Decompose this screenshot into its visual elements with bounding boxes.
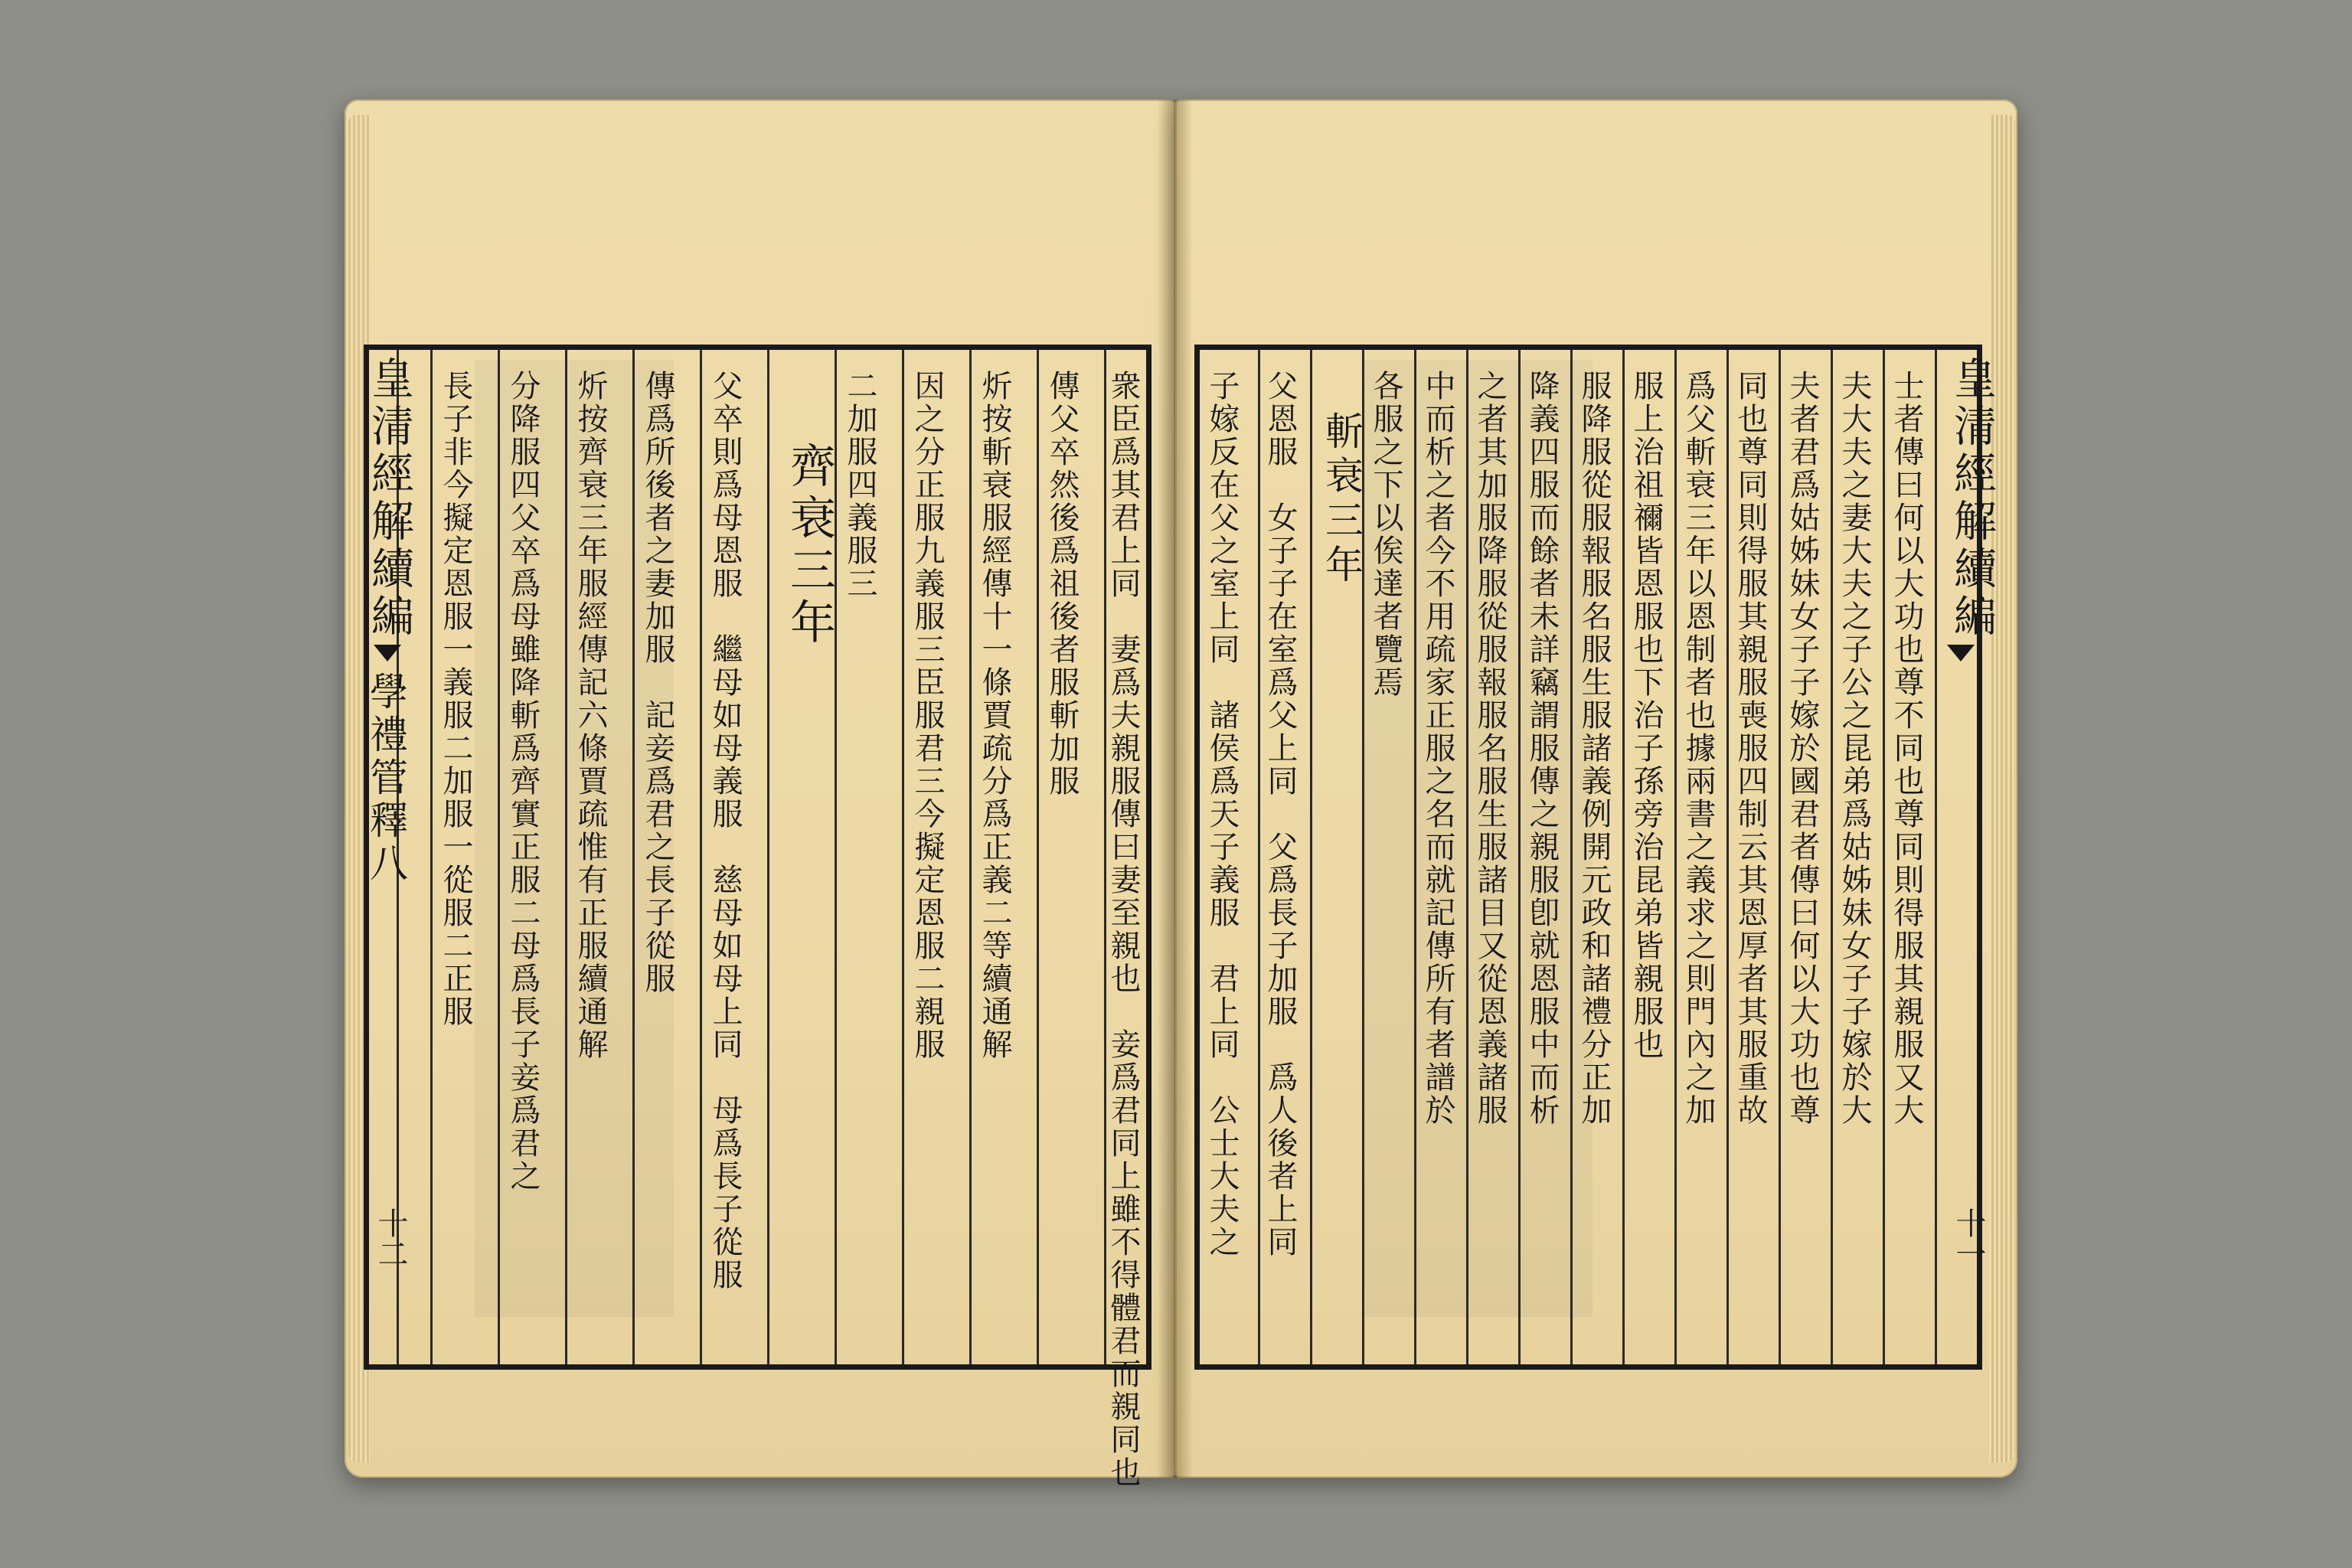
text-column: 二加服四義服三	[842, 370, 877, 600]
text-column: 降義四服而餘者未詳竊謂服傳之親服卽就恩服中而析	[1524, 370, 1560, 1127]
text-column: 父卒則爲母恩服 繼母如母義服 慈母如母上同 母爲長子從服	[707, 370, 743, 1292]
folio-number: 十二	[373, 1207, 408, 1269]
left-text-block	[364, 345, 1152, 1489]
text-column: 父恩服 女子子在室爲父上同 父爲長子加服 爲人後者上同	[1263, 370, 1298, 1259]
text-column: 長子非今擬定恩服一義服二加服一從服二正服	[438, 370, 473, 1028]
text-column: 夫者君爲姑姊妹女子子嫁於國君者傳曰何以大功也尊	[1785, 370, 1820, 1127]
fishtail-mark	[374, 645, 401, 662]
text-column: 中而析之者今不用疏家正服之名而就記傳所有者譜於	[1420, 370, 1455, 1127]
book-title: 皇清經解續編	[1947, 356, 1997, 641]
text-column: 各服之下以俟達者覽焉	[1368, 370, 1403, 699]
book-gutter	[1158, 100, 1193, 1478]
text-column: 爲父斬衰三年以恩制者也據兩書之義求之則門內之加	[1681, 370, 1716, 1127]
right-page-edges	[1989, 115, 2015, 1462]
text-column: 之者其加服降服從服報服名服生服諸目又從恩義諸服	[1472, 370, 1508, 1127]
right-text-block	[1194, 345, 1997, 1370]
text-column: 炘按斬衰服經傳十一條賈疏分爲正義二等續通解	[977, 370, 1012, 1061]
text-column: 服上治祖禰皆恩服也下治子孫旁治昆弟皆親服也	[1628, 370, 1664, 1061]
chapter-title: 學禮管釋八	[364, 671, 408, 886]
text-column: 傳爲所後者之妻加服 記妾爲君之長子從服	[640, 370, 675, 995]
text-column: 子嫁反在父之室上同 諸侯爲天子義服 君上同 公士大夫之	[1204, 370, 1240, 1259]
text-column: 士者傳曰何以大功也尊不同也尊同則得服其親服又大	[1889, 370, 1924, 1127]
text-column: 傳父卒然後爲祖後者服斬加服	[1044, 370, 1080, 798]
text-column: 炘按齊衰三年服經傳記六條賈疏惟有正服續通解	[573, 370, 608, 1061]
text-column: 因之分正服九義服三臣服君三今擬定恩服二親服	[910, 370, 945, 1061]
text-column: 衆臣爲其君上同 妻爲夫親服傳曰妻至親也 妾爲君同上雖不得體君而親同也	[1106, 370, 1141, 1489]
folio-number: 十一	[1951, 1207, 1986, 1269]
text-column: 同也尊同則得服其親服喪服四制云其恩厚者其服重故	[1733, 370, 1768, 1127]
text-column: 服降服從服報服名服生服諸義例開元政和諸禮分正加	[1576, 370, 1612, 1127]
section-heading: 斬衰三年	[1319, 411, 1364, 589]
fishtail-mark	[1947, 645, 1975, 662]
book-title: 皇清經解續編	[364, 356, 414, 641]
text-column: 分降服四父卒爲母雖降斬爲齊實正服二母爲長子妾爲君之	[505, 370, 541, 1193]
section-heading: 齊衰三年	[782, 442, 836, 650]
text-column: 夫大夫之妻大夫之子公之昆弟爲姑姊妹女子子嫁於大	[1837, 370, 1872, 1127]
